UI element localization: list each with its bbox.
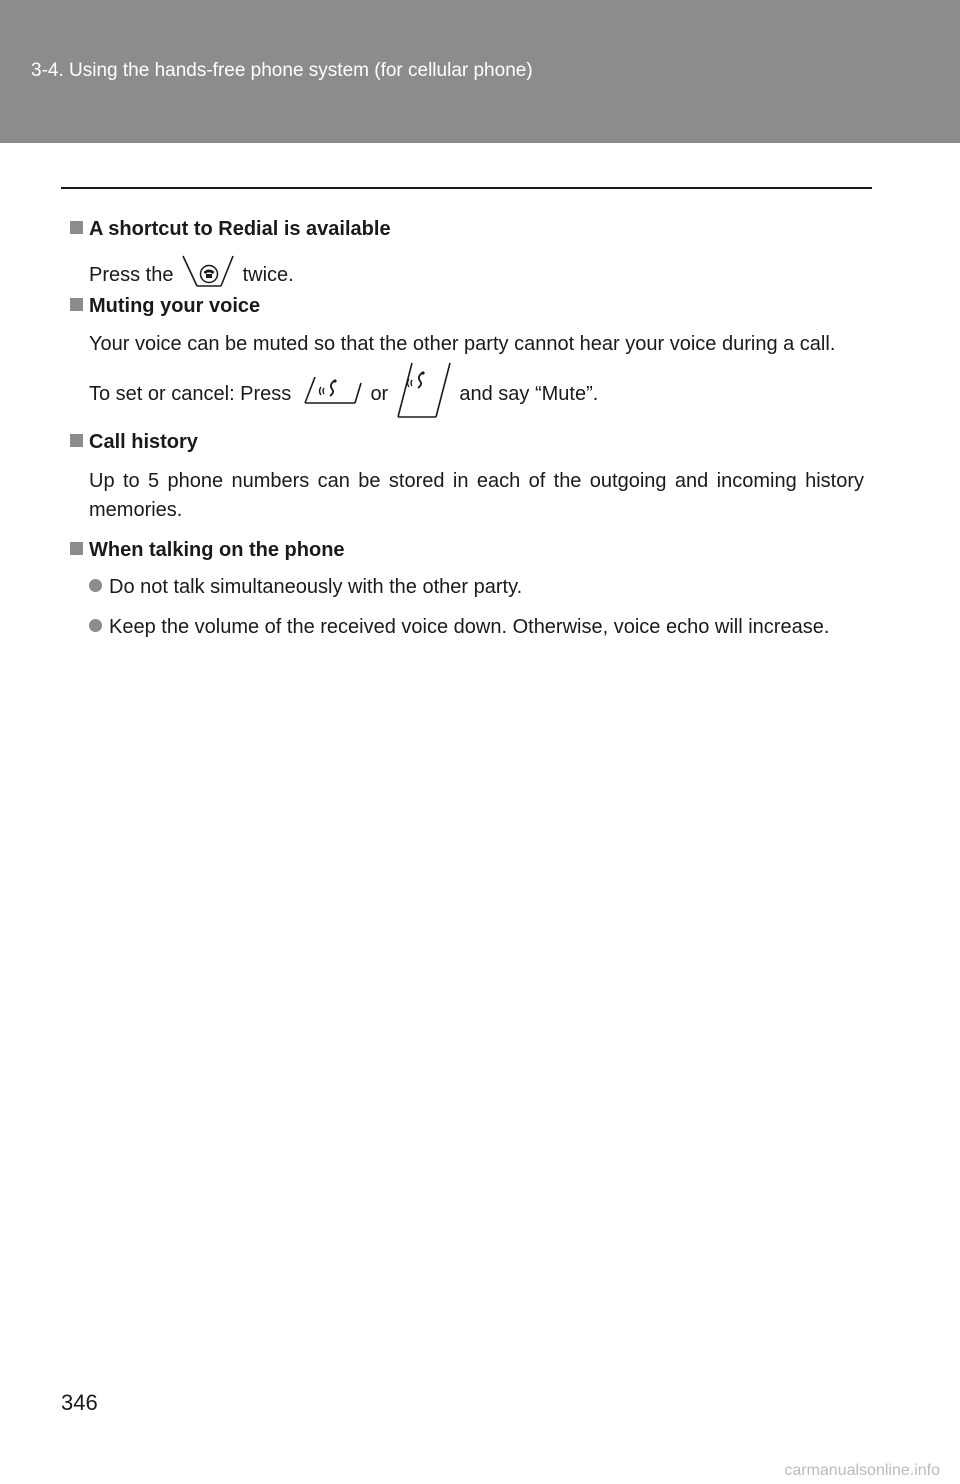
heading-talking-on-phone: When talking on the phone (70, 538, 345, 562)
list-item: Do not talk simultaneously with the other party. (89, 573, 884, 602)
heading-redial-shortcut: A shortcut to Redial is available (70, 217, 391, 241)
square-bullet-icon (70, 298, 83, 311)
square-bullet-icon (70, 542, 83, 555)
round-bullet-icon (89, 579, 102, 592)
talk-switch-icon (394, 359, 454, 430)
square-bullet-icon (70, 221, 83, 234)
section-title: 3-4. Using the hands-free phone system (for cellular phone) (31, 60, 533, 81)
phone-handset-switch-icon (179, 254, 237, 297)
paragraph-muting: Your voice can be muted so that the other party cannot hear your voice during a call. To set or cancel: Press or and say “Mute”. (89, 330, 864, 430)
round-bullet-icon (89, 619, 102, 632)
square-bullet-icon (70, 434, 83, 447)
page-number: 346 (61, 1390, 98, 1415)
paragraph-call-history: Up to 5 phone numbers can be stored in each of the outgoing and incoming history memories. (89, 470, 864, 521)
paragraph-redial: Press the twice. (89, 254, 864, 297)
header-band (0, 0, 960, 143)
divider (61, 187, 872, 189)
talk-switch-icon (297, 373, 365, 416)
list-item: Keep the volume of the received voice down. Otherwise, voice echo will increase. (89, 613, 884, 642)
watermark: carmanualsonline.info (784, 1462, 940, 1479)
heading-muting: Muting your voice (70, 294, 260, 318)
heading-call-history: Call history (70, 430, 198, 454)
mute-instructions: To set or cancel: Press or and say “Mute”. (89, 359, 864, 430)
